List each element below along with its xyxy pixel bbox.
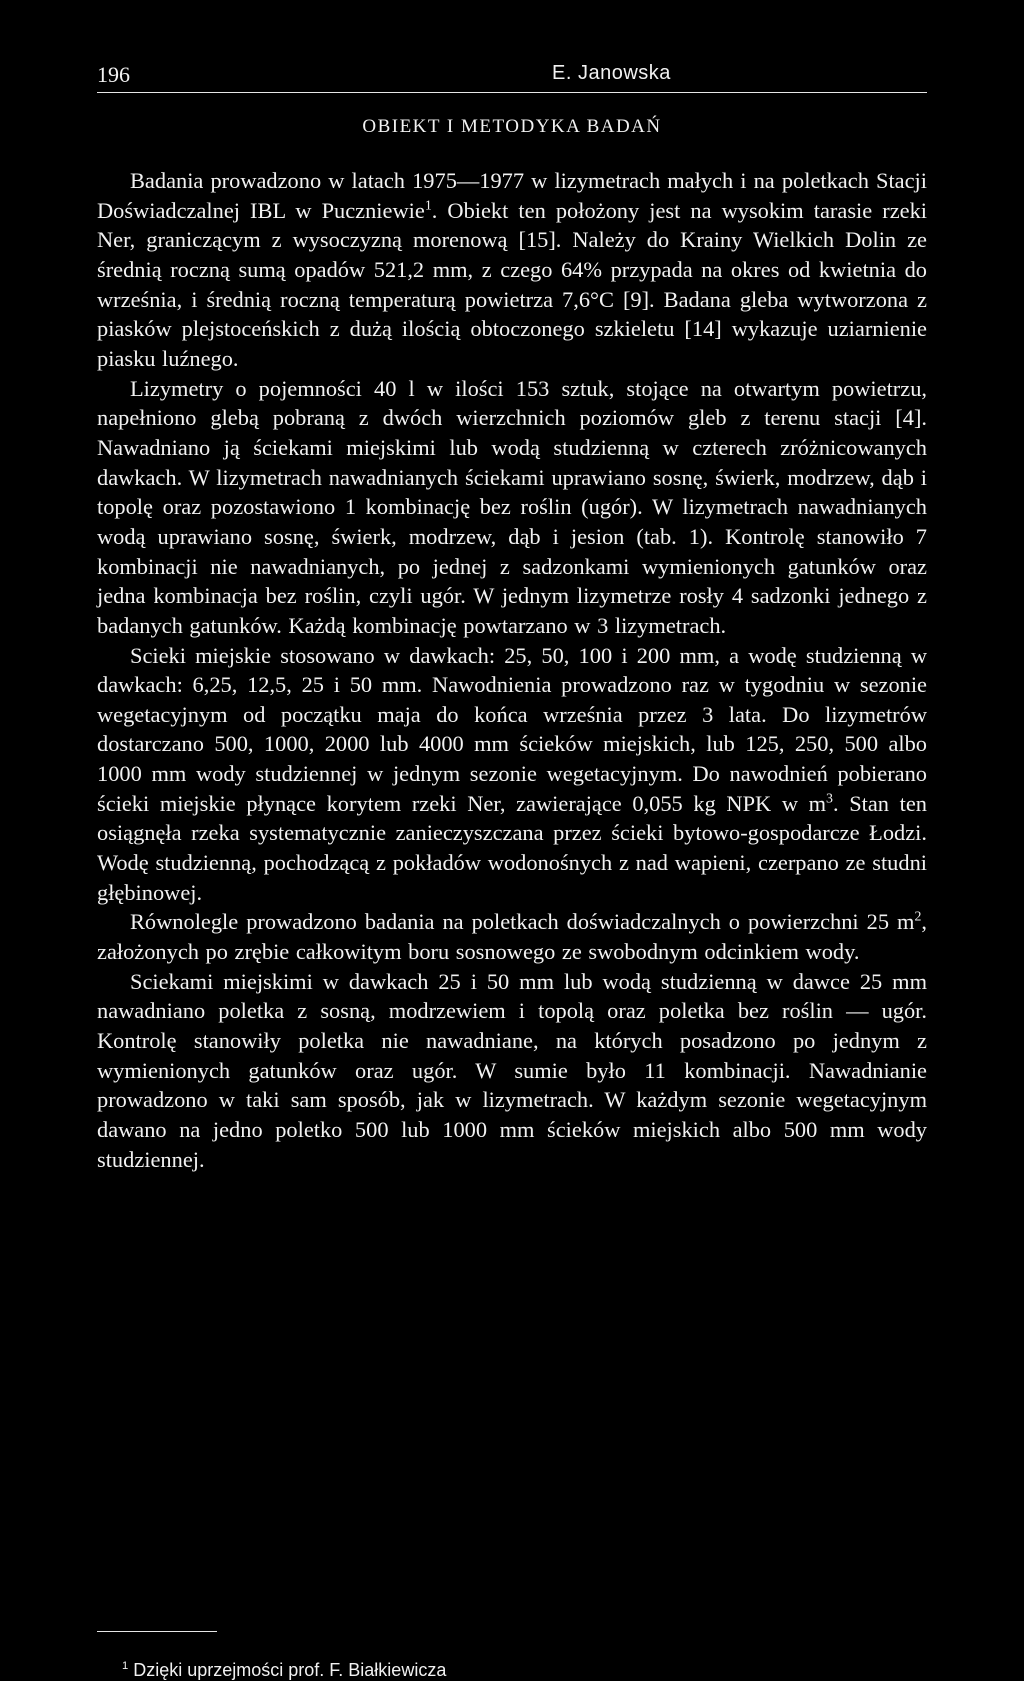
footnote-reference: 1 (424, 198, 432, 214)
paragraph: Równolegle prowadzono badania na poletkach doświadczalnych o powierzchni 25 $m^2$, założonych po zrębie całkowitym boru sosnowego ze swobodnym odcinkiem wody. (97, 909, 927, 965)
page-header (97, 58, 927, 93)
body-text (97, 166, 927, 1174)
page-number: 196 (97, 62, 130, 87)
superscript: 2 (914, 909, 922, 925)
footnote-text: Dzięki uprzejmości prof. F. Białkiewicza (133, 1660, 447, 1680)
paragraph: Scieki miejskie stosowano w dawkach: 25, 50, 100 i 200 mm, a wodę studzienną w dawkach: 6,25, 12,5, 25 i 50 mm. Nawodnienia prowadzono raz w tygodniu w sezonie wegetacyjnym od początku maja do końca września przez 3 lata. Do lizymetrów dostarczano 500, 1000, 2000 lub 4000 mm ścieków miejskich, lub 125, 250, 500 albo 1000 mm wody studziennej w jednym sezonie wegetacyjnym. Do nawodnień pobierano ścieki miejskie płynące korytem rzeki Ner, zawierające 0,055 kg NPK w $m^3$. Stan ten osiągnęła rzeka systematycznie zanieczyszczana przez ścieki bytowo-gospodarcze Łodzi. Wodę studzienną, pochodzącą z pokładów wodonośnych z nad wapieni, czerpano ze studni głębinowej. (97, 642, 927, 905)
superscript: 3 (826, 791, 833, 807)
paragraph: Lizymetry o pojemności 40 l w ilości 153 sztuk, stojące na otwartym powietrzu, napełniono glebą pobraną z dwóch wierzchnich poziomów gleb z terenu stacji [4]. Nawadniano ją ściekami miejskimi lub wodą studzienną w czterech zróżnicowanych dawkach. W lizymetrach nawadnianych ściekami uprawiano sosnę, świerk, modrzew, dąb i topolę oraz pozostawiono 1 kombinację bez roślin (ugór). W lizymetrach nawadnianych wodą uprawiano sosnę, świerk, modrzew, dąb i jesion (tab. 1). Kontrolę stanowiło 7 kombinacji nie nawadnianych, po jednej z sadzonkami wymienionych gatunków oraz jedna kombinacja bez roślin, czyli ugór. W jednym lizymetrze rosły 4 sadzonki jednego z badanych gatunków. Każdą kombinację powtarzano w 3 lizymetrach. (97, 375, 927, 638)
section-title: OBIEKT I METODYKA BADAŃ (362, 116, 662, 137)
paragraph: Sciekami miejskimi w dawkach 25 i 50 mm lub wodą studzienną w dawce 25 mm nawadniano poletka z sosną, modrzewiem i topolą oraz poletka bez roślin — ugór. Kontrolę stanowiły poletka nie nawadniane, na których posadzono po jednym z wymienionych gatunków oraz ugór. W sumie było 11 kombinacji. Nawadnianie prowadzono w taki sam sposób, jak w lizymetrach. W każdym sezonie wegetacyjnym dawano na jedno poletko 500 lub 1000 mm ścieków miejskich albo 500 mm wody studziennej. (97, 968, 927, 1172)
footnote-marker: 1 (122, 1660, 129, 1672)
footnote (122, 1660, 446, 1681)
paragraph: Badania prowadzono w latach 1975—1977 w lizymetrach małych i na poletkach Stacji Doświadczalnej IBL w Puczniewie$^1$. Obiekt ten położony jest na wysokim tarasie rzeki Ner, graniczącym z wysoczyzną morenową [15]. Należy do Krainy Wielkich Dolin ze średnią roczną sumą opadów 521,2 mm, z czego 64% przypada na okres od kwietnia do września, i średnią roczną temperaturą powietrza 7,6°C [9]. Badana gleba wytworzona z piasków plejstoceńskich z dużą ilością obtoczonego szkieletu [14] wykazuje uziarnienie piasku luźnego. (97, 168, 927, 371)
running-head-author: E. Janowska (552, 62, 671, 84)
footnote-separator (97, 1631, 217, 1632)
